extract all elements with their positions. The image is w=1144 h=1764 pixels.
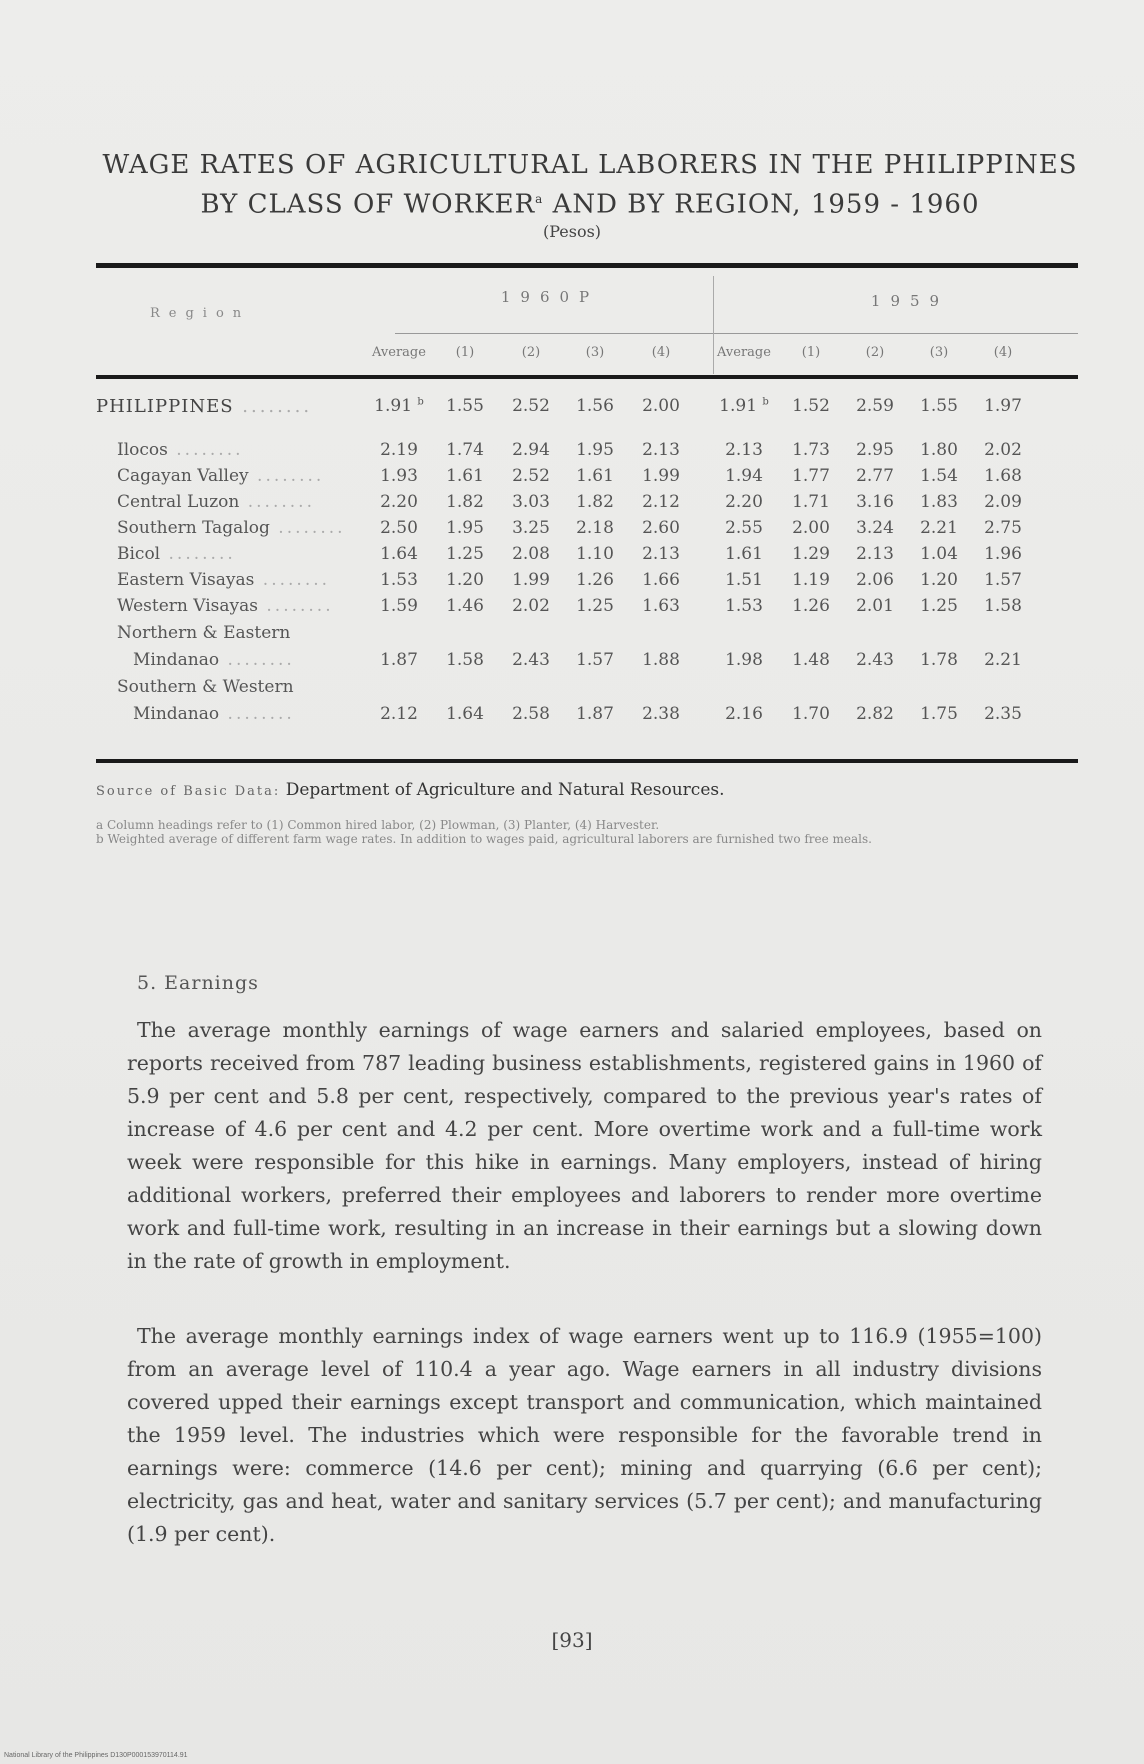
source-line bbox=[96, 780, 725, 800]
sub-header-1960-3: (3) bbox=[585, 345, 605, 360]
table-row bbox=[0, 650, 1144, 680]
cell-y1959-3: 2.21 bbox=[920, 518, 958, 538]
cell-y1960-0: 1.91 $^b$ bbox=[374, 396, 424, 416]
cell-y1960-3: 1.87 bbox=[576, 704, 614, 724]
table-bottom-rule bbox=[96, 759, 1078, 763]
header-divider bbox=[395, 333, 1078, 334]
cell-y1959-2: 3.16 bbox=[856, 492, 894, 512]
cell-y1960-2: 2.02 bbox=[512, 596, 550, 616]
cell-y1959-1: 1.19 bbox=[792, 570, 830, 590]
cell-y1959-4: 2.21 bbox=[984, 650, 1022, 670]
cell-y1959-4: 2.09 bbox=[984, 492, 1022, 512]
cell-y1960-3: 2.18 bbox=[576, 518, 614, 538]
footnote-b: b Weighted average of different farm wage rates. In addition to wages paid, agricultural laborers are furnished two free meals. bbox=[96, 832, 872, 846]
cell-y1960-3: 1.95 bbox=[576, 440, 614, 460]
cell-y1960-1: 1.95 bbox=[446, 518, 484, 538]
cell-y1959-3: 1.54 bbox=[920, 466, 958, 486]
paragraph-2: The average monthly earnings index of wage earners went up to 116.9 (1955=100) from an average level of 110.4 a year ago. Wage earners in all industry divisions covered upped their earnings except transport and communication, which maintained the 1959 level. The industries which were responsible for the favorable trend in earnings were: commerce (14.6 per cent); mining and quarrying (6.6 per cent); electricity, gas and heat, water and sanitary services (5.7 per cent); and manufacturing (1.9 per cent). bbox=[127, 1324, 1042, 1546]
region-name: Western Visayas ........ bbox=[117, 596, 334, 616]
cell-y1959-3: 1.75 bbox=[920, 704, 958, 724]
cell-y1960-0: 1.59 bbox=[380, 596, 418, 616]
cell-y1959-1: 1.71 bbox=[792, 492, 830, 512]
cell-y1959-0: 1.53 bbox=[725, 596, 763, 616]
cell-y1959-4: 1.96 bbox=[984, 544, 1022, 564]
cell-y1960-3: 1.82 bbox=[576, 492, 614, 512]
cell-y1960-1: 1.46 bbox=[446, 596, 484, 616]
cell-y1959-4: 2.02 bbox=[984, 440, 1022, 460]
cell-y1959-0: 2.20 bbox=[725, 492, 763, 512]
source-text: Department of Agriculture and Natural Resources. bbox=[285, 780, 725, 800]
cell-y1960-4: 2.12 bbox=[642, 492, 680, 512]
cell-y1959-2: 2.77 bbox=[856, 466, 894, 486]
table-row bbox=[0, 396, 1144, 426]
region-name: Southern Tagalog ........ bbox=[117, 518, 346, 538]
region-name: Cagayan Valley ........ bbox=[117, 466, 325, 486]
sub-header-1959-3: (3) bbox=[929, 345, 949, 360]
cell-y1959-2: 2.06 bbox=[856, 570, 894, 590]
region-name: Eastern Visayas ........ bbox=[117, 570, 331, 590]
cell-y1959-0: 2.16 bbox=[725, 704, 763, 724]
cell-y1959-0: 2.55 bbox=[725, 518, 763, 538]
cell-y1960-3: 1.61 bbox=[576, 466, 614, 486]
region-name: Ilocos ........ bbox=[117, 440, 244, 460]
page-number: [93] bbox=[551, 1628, 593, 1652]
cell-y1960-1: 1.55 bbox=[446, 396, 484, 416]
source-label: Source of Basic Data: bbox=[96, 784, 281, 799]
cell-y1959-0: 2.13 bbox=[725, 440, 763, 460]
header-bottom-rule bbox=[96, 375, 1078, 379]
cell-y1960-0: 2.19 bbox=[380, 440, 418, 460]
cell-y1960-0: 1.87 bbox=[380, 650, 418, 670]
cell-y1959-2: 2.59 bbox=[856, 396, 894, 416]
cell-y1959-4: 1.58 bbox=[984, 596, 1022, 616]
cell-y1960-1: 1.64 bbox=[446, 704, 484, 724]
footnotes bbox=[96, 818, 1046, 846]
cell-y1959-4: 1.97 bbox=[984, 396, 1022, 416]
cell-y1959-3: 1.83 bbox=[920, 492, 958, 512]
year-1960-header: 1960P bbox=[500, 288, 600, 306]
cell-y1960-1: 1.20 bbox=[446, 570, 484, 590]
cell-y1959-1: 1.29 bbox=[792, 544, 830, 564]
section-heading: 5. Earnings bbox=[137, 972, 259, 994]
cell-y1960-2: 2.52 bbox=[512, 396, 550, 416]
sub-header-1959-0: Average bbox=[717, 345, 771, 360]
cell-y1960-0: 2.12 bbox=[380, 704, 418, 724]
sub-header-1959-4: (4) bbox=[993, 345, 1013, 360]
cell-y1959-3: 1.78 bbox=[920, 650, 958, 670]
sub-header-1960-1: (1) bbox=[455, 345, 475, 360]
cell-y1960-3: 1.56 bbox=[576, 396, 614, 416]
cell-y1960-4: 2.13 bbox=[642, 440, 680, 460]
cell-y1959-0: 1.51 bbox=[725, 570, 763, 590]
cell-y1959-4: 2.75 bbox=[984, 518, 1022, 538]
cell-y1959-1: 1.70 bbox=[792, 704, 830, 724]
table-row bbox=[0, 596, 1144, 626]
cell-y1959-4: 1.57 bbox=[984, 570, 1022, 590]
region-name-line1: Southern & Western bbox=[117, 677, 294, 697]
cell-y1959-3: 1.04 bbox=[920, 544, 958, 564]
table-title bbox=[95, 148, 1085, 222]
region-name: PHILIPPINES ........ bbox=[96, 396, 313, 417]
cell-y1959-2: 3.24 bbox=[856, 518, 894, 538]
cell-y1960-3: 1.10 bbox=[576, 544, 614, 564]
sub-header-1960-2: (2) bbox=[521, 345, 541, 360]
footnote-a: a Column headings refer to (1) Common hired labor, (2) Plowman, (3) Planter, (4) Harvester. bbox=[96, 818, 660, 832]
cell-y1959-3: 1.55 bbox=[920, 396, 958, 416]
cell-y1959-0: 1.98 bbox=[725, 650, 763, 670]
year-1959-header: 1959 bbox=[870, 292, 950, 310]
region-name-line1: Northern & Eastern bbox=[117, 623, 291, 643]
cell-y1960-4: 2.00 bbox=[642, 396, 680, 416]
cell-y1960-0: 1.64 bbox=[380, 544, 418, 564]
cell-y1959-4: 2.35 bbox=[984, 704, 1022, 724]
cell-y1959-3: 1.80 bbox=[920, 440, 958, 460]
cell-y1960-1: 1.74 bbox=[446, 440, 484, 460]
sub-header-1959-2: (2) bbox=[865, 345, 885, 360]
region-name: Central Luzon ........ bbox=[117, 492, 315, 512]
cell-y1960-4: 2.60 bbox=[642, 518, 680, 538]
cell-y1959-1: 2.00 bbox=[792, 518, 830, 538]
cell-y1960-2: 3.03 bbox=[512, 492, 550, 512]
title-line-1: WAGE RATES OF AGRICULTURAL LABORERS IN THE PHILIPPINES bbox=[102, 150, 1078, 180]
sub-header-1960-0: Average bbox=[372, 345, 426, 360]
cell-y1959-0: 1.94 bbox=[725, 466, 763, 486]
cell-y1960-4: 1.88 bbox=[642, 650, 680, 670]
cell-y1960-2: 2.08 bbox=[512, 544, 550, 564]
cell-y1960-0: 1.93 bbox=[380, 466, 418, 486]
region-name: Mindanao ........ bbox=[133, 650, 295, 670]
cell-y1959-3: 1.25 bbox=[920, 596, 958, 616]
cell-y1960-2: 2.43 bbox=[512, 650, 550, 670]
cell-y1960-1: 1.61 bbox=[446, 466, 484, 486]
cell-y1959-0: 1.91 $^b$ bbox=[719, 396, 769, 416]
cell-y1960-2: 1.99 bbox=[512, 570, 550, 590]
cell-y1959-1: 1.77 bbox=[792, 466, 830, 486]
cell-y1960-3: 1.57 bbox=[576, 650, 614, 670]
cell-y1960-2: 2.52 bbox=[512, 466, 550, 486]
cell-y1959-2: 2.82 bbox=[856, 704, 894, 724]
cell-y1959-2: 2.43 bbox=[856, 650, 894, 670]
cell-y1960-4: 1.99 bbox=[642, 466, 680, 486]
cell-y1960-2: 2.94 bbox=[512, 440, 550, 460]
cell-y1959-2: 2.95 bbox=[856, 440, 894, 460]
cell-y1959-1: 1.48 bbox=[792, 650, 830, 670]
cell-y1960-3: 1.25 bbox=[576, 596, 614, 616]
cell-y1959-3: 1.20 bbox=[920, 570, 958, 590]
paragraph-1: The average monthly earnings of wage earners and salaried employees, based on reports received from 787 leading business establishments, registered gains in 1960 of 5.9 per cent and 5.8 per cent, respectively, compared to the previous year's rates of increase of 4.6 per cent and 4.2 per cent. More overtime work and a full-time work week were responsible for this hike in earnings. Many employers, instead of hiring additional workers, preferred their employees and laborers to render more overtime work and full-time work, resulting in an increase in their earnings but a slowing down in the rate of growth in employment. bbox=[127, 1018, 1042, 1273]
cell-y1960-1: 1.58 bbox=[446, 650, 484, 670]
sub-header-1960-4: (4) bbox=[651, 345, 671, 360]
cell-y1959-4: 1.68 bbox=[984, 466, 1022, 486]
cell-y1960-4: 1.66 bbox=[642, 570, 680, 590]
cell-y1959-2: 2.01 bbox=[856, 596, 894, 616]
cell-y1959-0: 1.61 bbox=[725, 544, 763, 564]
cell-y1960-1: 1.82 bbox=[446, 492, 484, 512]
cell-y1960-4: 2.13 bbox=[642, 544, 680, 564]
cell-y1960-0: 2.20 bbox=[380, 492, 418, 512]
cell-y1959-1: 1.52 bbox=[792, 396, 830, 416]
title-line-2: BY CLASS OF WORKER$^a$ AND BY REGION, 1959 - 1960 bbox=[200, 189, 980, 220]
cell-y1960-0: 1.53 bbox=[380, 570, 418, 590]
cell-y1960-2: 3.25 bbox=[512, 518, 550, 538]
cell-y1959-1: 1.26 bbox=[792, 596, 830, 616]
cell-y1960-1: 1.25 bbox=[446, 544, 484, 564]
region-name: Bicol ........ bbox=[117, 544, 236, 564]
cell-y1960-3: 1.26 bbox=[576, 570, 614, 590]
region-name: Mindanao ........ bbox=[133, 704, 295, 724]
table-row bbox=[0, 704, 1144, 734]
units-label: (Pesos) bbox=[542, 222, 602, 241]
cell-y1960-4: 2.38 bbox=[642, 704, 680, 724]
cell-y1959-2: 2.13 bbox=[856, 544, 894, 564]
table-top-rule bbox=[96, 263, 1078, 268]
sub-header-1959-1: (1) bbox=[801, 345, 821, 360]
cell-y1960-2: 2.58 bbox=[512, 704, 550, 724]
cell-y1959-1: 1.73 bbox=[792, 440, 830, 460]
archive-footer: National Library of the Philippines D130P000153970114.91 bbox=[4, 1752, 188, 1759]
region-header: Region bbox=[150, 306, 251, 321]
cell-y1960-0: 2.50 bbox=[380, 518, 418, 538]
cell-y1960-4: 1.63 bbox=[642, 596, 680, 616]
